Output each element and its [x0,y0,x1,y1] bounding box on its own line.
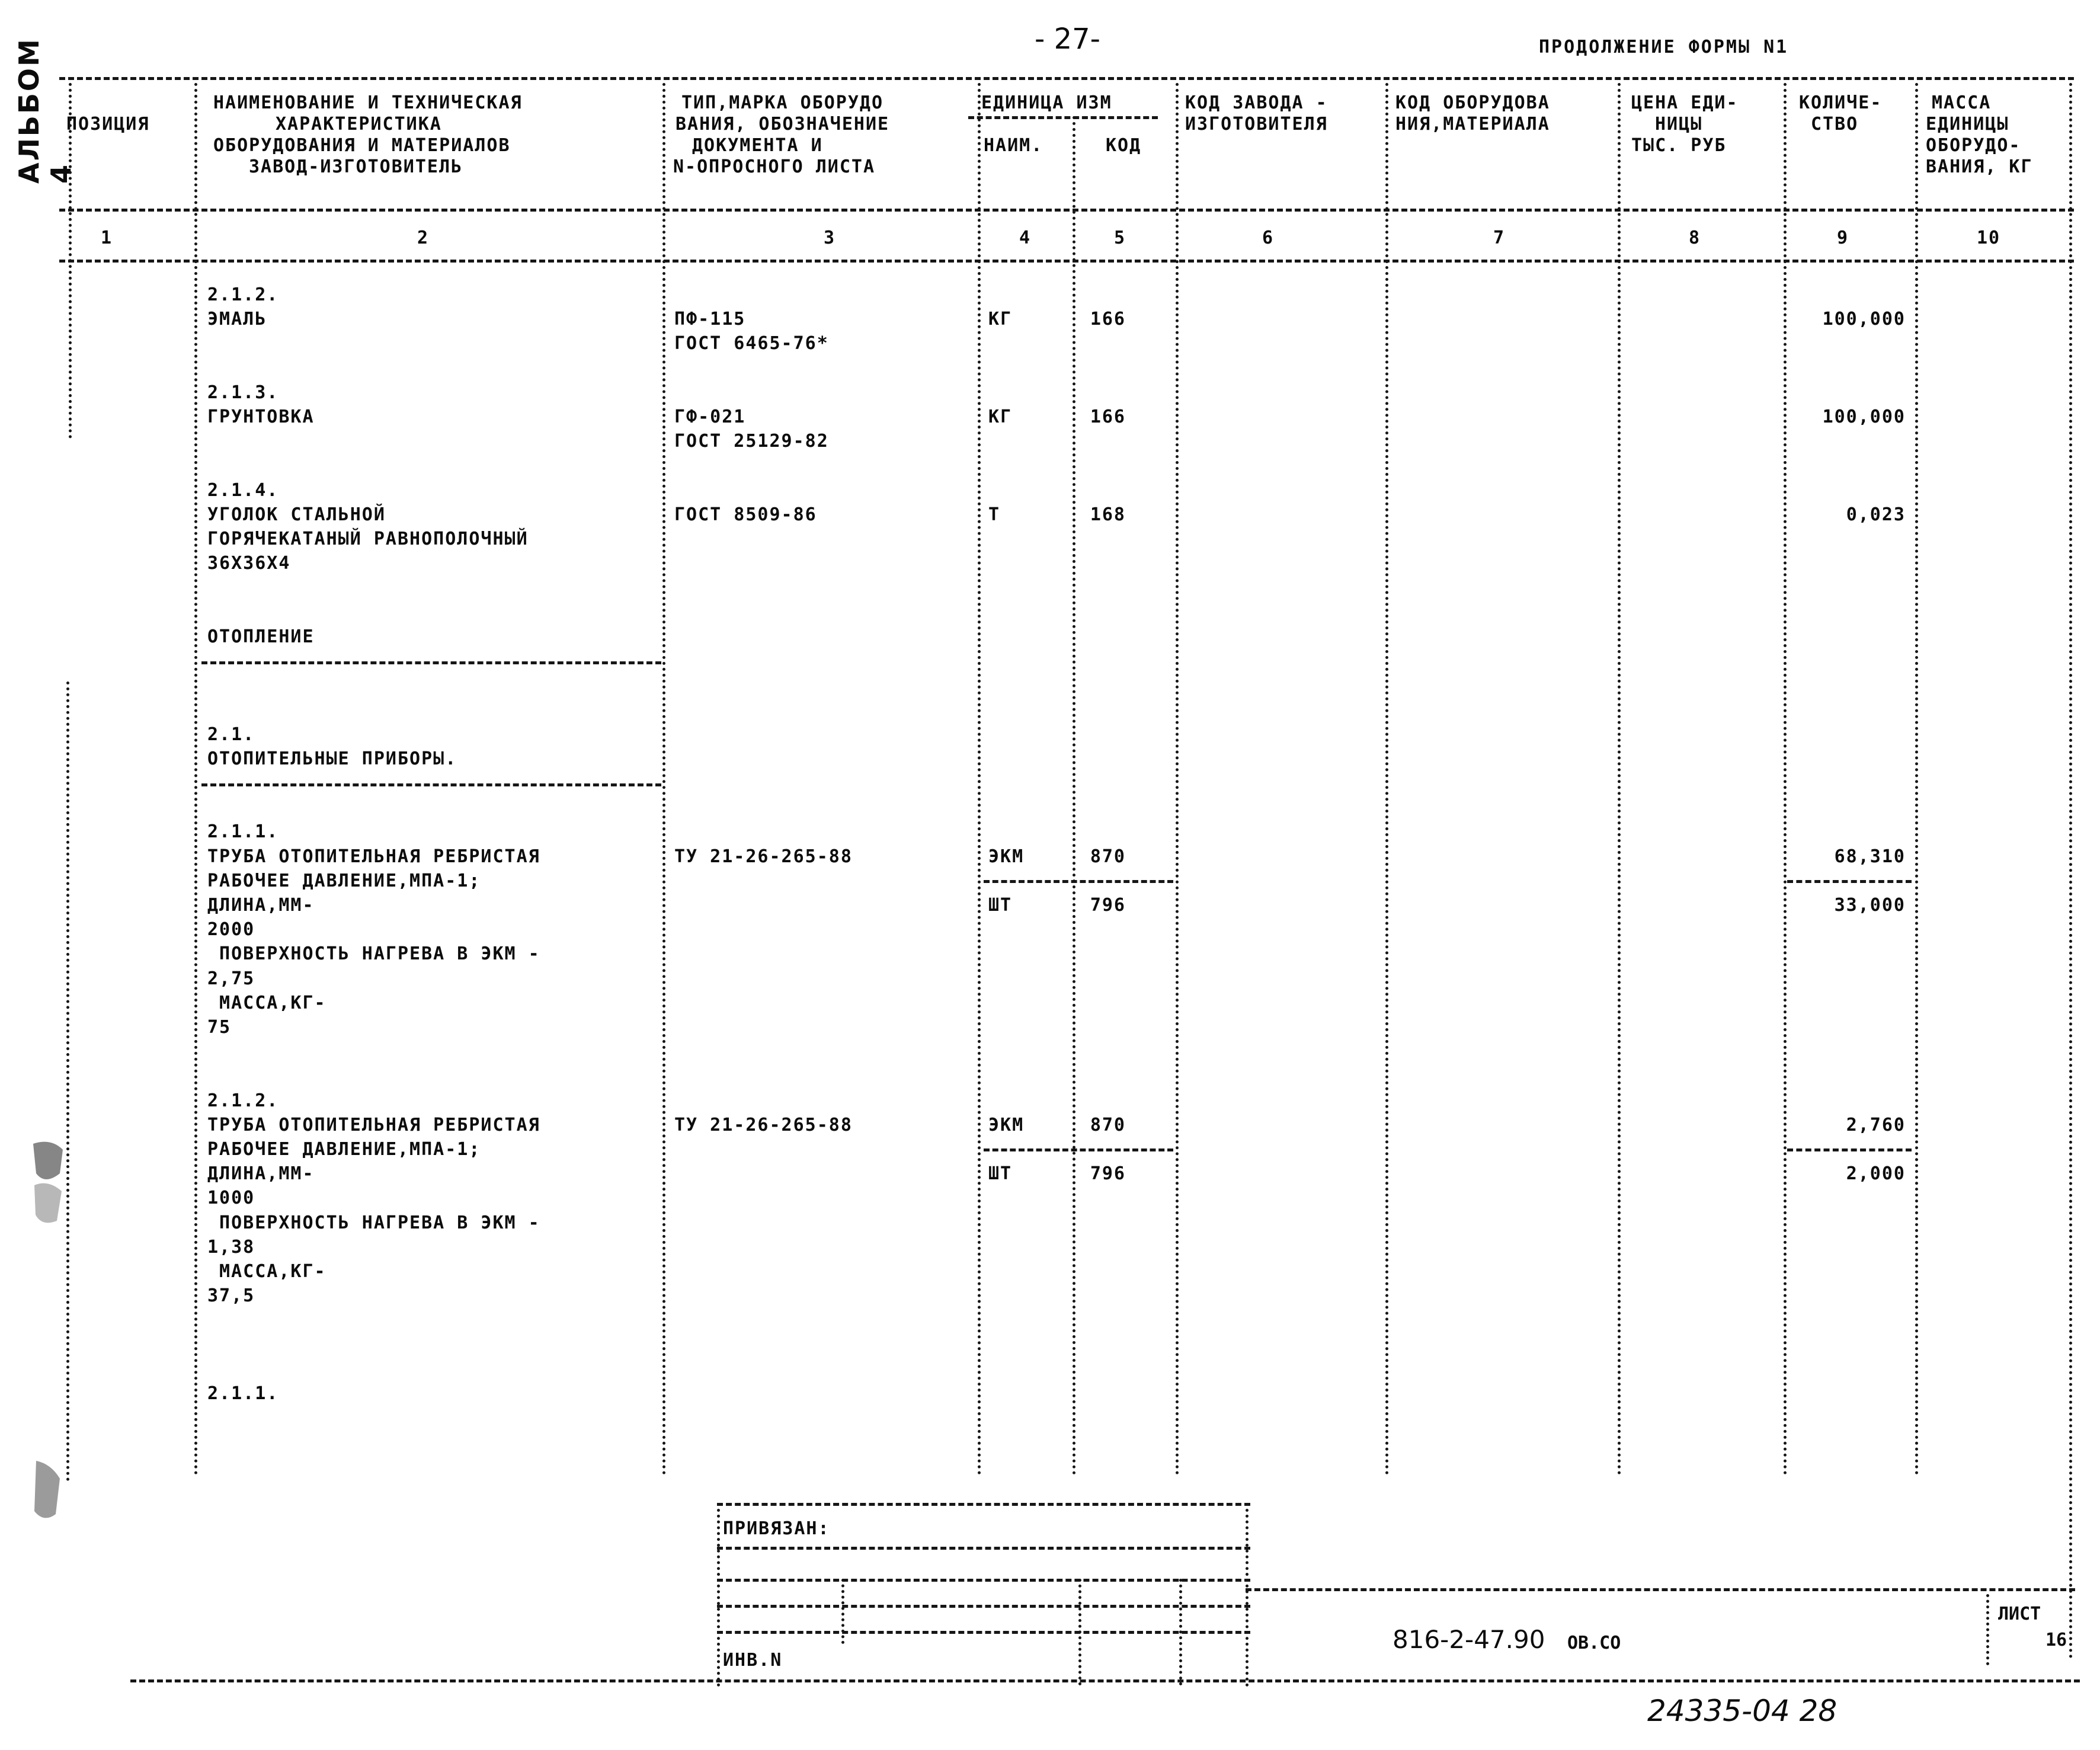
column-divider-9 [1784,83,1787,1476]
column-divider-6 [1176,83,1179,1476]
column-number-8: 8 [1689,228,1701,248]
unit-split-rule [984,880,1173,883]
cell-c2: ОТОПЛЕНИЕ [207,626,315,647]
header-mass-line1: МАССА [1932,92,1992,113]
header-name-line3: ОБОРУДОВАНИЯ И МАТЕРИАЛОВ [213,135,511,156]
cell-c2: 2000 [207,919,255,940]
cell-c2: МАССА,КГ- [207,1261,326,1282]
cell-c4: Т [988,504,1001,525]
header-type-line2: ВАНИЯ, ОБОЗНАЧЕНИЕ [676,114,890,135]
header-quantity-line1: КОЛИЧЕ- [1799,92,1883,113]
cell-c2: 36Х36Х4 [207,553,291,574]
column-divider-1 [69,83,72,439]
table-right-border [2069,83,2072,1659]
cell-c2: 2.1. [207,724,255,745]
header-mass-line2: ЕДИНИЦЫ [1926,114,2009,135]
bottom-border [130,1679,2080,1682]
section-underline [201,783,661,786]
cell-c3: ТУ 21-26-265-88 [674,846,853,867]
cell-c3: ГОСТ 8509-86 [674,504,817,525]
cell-c9: 100,000 [1822,309,1906,329]
document-suffix: ОВ.СО [1567,1633,1621,1653]
cell-c5: 166 [1090,309,1126,329]
cell-c3: ПФ-115 [674,309,746,329]
column-number-5: 5 [1114,228,1126,248]
sheet-number: 16 [2045,1630,2067,1650]
column-divider-7 [1385,83,1388,1476]
cell-c5: 870 [1090,1115,1126,1135]
title-block-left-border [717,1509,720,1687]
title-block-rule-4 [717,1631,1250,1634]
cell-c2: МАССА,КГ- [207,993,326,1013]
cell-c2: 37,5 [207,1285,255,1306]
unit-split-rule [984,1148,1173,1151]
column-number-3: 3 [824,228,836,248]
cell-c5: 168 [1090,504,1126,525]
section-underline [201,661,661,664]
column-number-7: 7 [1493,228,1506,248]
document-code: 816-2-47.90 [1392,1625,1545,1654]
cell-c3: ГОСТ 25129-82 [674,431,829,452]
cell-c2: 2.1.1. [207,821,279,842]
cell-c2: 1,38 [207,1237,255,1258]
cell-c5: 166 [1090,407,1126,427]
cell-c2: ОТОПИТЕЛЬНЫЕ ПРИБОРЫ. [207,748,457,769]
cell-c2: ПОВЕРХНОСТЬ НАГРЕВА В ЭКМ - [207,943,540,964]
header-equipment-code-line1: КОД ОБОРУДОВА [1395,92,1550,113]
cell-c2: ДЛИНА,ММ- [207,895,315,916]
cell-c2: 2.1.3. [207,382,279,403]
column-number-1: 1 [101,228,113,248]
cell-c3: ГОСТ 6465-76* [674,333,829,354]
cell-c4: ЭКМ [988,846,1025,867]
cell-c2: ТРУБА ОТОПИТЕЛЬНАЯ РЕБРИСТАЯ [207,1115,540,1135]
cell-c9: 2,760 [1846,1115,1906,1135]
column-number-2: 2 [417,228,430,248]
cell-c4: КГ [988,309,1013,329]
header-name-line4: ЗАВОД-ИЗГОТОВИТЕЛЬ [249,156,463,177]
table-top-border [59,77,2074,80]
album-label: АЛЬБОМ 4 [13,37,77,184]
header-position: ПОЗИЦИЯ [66,114,150,135]
column-divider-8 [1618,83,1621,1476]
privyazan-label: ПРИВЯЗАН: [723,1518,830,1539]
quantity-split-rule [1787,1148,1912,1151]
archive-number: 24335-04 28 [1647,1694,1837,1728]
cell-c2: 2,75 [207,968,255,989]
column-number-9: 9 [1837,228,1849,248]
column-divider-10 [1915,83,1918,1476]
cell-c2: РАБОЧЕЕ ДАВЛЕНИЕ,МПА-1; [207,1139,481,1160]
cell-c2: 2.1.2. [207,1090,279,1111]
title-block-cell-divider-3 [1179,1579,1182,1685]
cell-c9: 68,310 [1834,846,1906,867]
cell-c2: ГОРЯЧЕКАТАНЫЙ РАВНОПОЛОЧНЫЙ [207,529,529,549]
cell-c2: ПОВЕРХНОСТЬ НАГРЕВА В ЭКМ - [207,1212,540,1233]
cell-c3: ГФ-021 [674,407,746,427]
document-cell-top-border [1246,1588,2075,1591]
inventory-label: ИНВ.N [723,1650,783,1671]
margin-stamp-smudge-icon [27,1458,69,1547]
sheet-cell-divider [1986,1594,1989,1665]
quantity-split-rule [1787,880,1912,883]
cell-c9: 100,000 [1822,407,1906,427]
header-mass-line4: ВАНИЯ, КГ [1926,156,2033,177]
column-divider-5 [1073,116,1075,1476]
unit-subheader-divider [968,116,1158,119]
cell-c2: РАБОЧЕЕ ДАВЛЕНИЕ,МПА-1; [207,871,481,891]
cell-c2: ГРУНТОВКА [207,407,315,427]
cell-c5: 796 [1090,895,1126,916]
header-unit-code: КОД [1106,135,1142,156]
header-unit-name: НАИМ. [984,135,1043,156]
cell-c4: КГ [988,407,1013,427]
margin-stamp-smudge-icon [27,1138,69,1227]
cell-c9: 0,023 [1846,504,1906,525]
cell-c2: 2.1.1. [207,1383,279,1404]
header-mass-line3: ОБОРУДО- [1926,135,2021,156]
title-block-rule-3 [717,1605,1250,1608]
header-type-line4: N-ОПРОСНОГО ЛИСТА [673,156,876,177]
header-price-line2: НИЦЫ [1655,114,1703,135]
cell-c9: 2,000 [1846,1163,1906,1184]
cell-c9: 33,000 [1834,895,1906,916]
header-quantity-line2: СТВО [1811,114,1859,135]
column-divider-2 [194,83,197,1476]
cell-c4: ШТ [988,895,1013,916]
header-price-line1: ЦЕНА ЕДИ- [1631,92,1739,113]
cell-c4: ЭКМ [988,1115,1025,1135]
column-numbers-bottom-border [59,260,2074,263]
header-name-line1: НАИМЕНОВАНИЕ И ТЕХНИЧЕСКАЯ [213,92,523,113]
header-type-line1: ТИП,МАРКА ОБОРУДО [681,92,884,113]
header-factory-code-line2: ИЗГОТОВИТЕЛЯ [1185,114,1328,135]
cell-c5: 796 [1090,1163,1126,1184]
cell-c2: 1000 [207,1188,255,1208]
column-divider-4 [978,83,981,1476]
column-divider-3 [662,83,665,1476]
header-factory-code-line1: КОД ЗАВОДА - [1185,92,1328,113]
sheet-label: ЛИСТ [1998,1604,2041,1624]
column-number-6: 6 [1262,228,1275,248]
header-type-line3: ДОКУМЕНТА И [692,135,823,156]
header-name-line2: ХАРАКТЕРИСТИКА [276,114,442,135]
header-unit: ЕДИНИЦА ИЗМ [981,92,1112,113]
continuation-title: ПРОДОЛЖЕНИЕ ФОРМЫ N1 [1539,37,1789,57]
title-block-top-border [717,1503,1250,1506]
left-margin-dots [66,682,69,1482]
title-block-right-border [1246,1509,1249,1687]
header-price-line3: ТЫС. РУБ [1631,135,1727,156]
cell-c2: 75 [207,1017,232,1038]
page-number: - 27- [1035,23,1100,56]
cell-c2: УГОЛОК СТАЛЬНОЙ [207,504,386,525]
cell-c3: ТУ 21-26-265-88 [674,1115,853,1135]
title-block-rule-1 [717,1547,1250,1550]
header-bottom-border [59,209,2074,212]
cell-c2: ЭМАЛЬ [207,309,267,329]
cell-c2: 2.1.4. [207,480,279,501]
title-block-rule-2 [717,1579,1250,1582]
header-equipment-code-line2: НИЯ,МАТЕРИАЛА [1395,114,1550,135]
column-number-10: 10 [1977,228,2001,248]
column-number-4: 4 [1019,228,1032,248]
cell-c2: ТРУБА ОТОПИТЕЛЬНАЯ РЕБРИСТАЯ [207,846,540,867]
cell-c2: ДЛИНА,ММ- [207,1163,315,1184]
cell-c4: ШТ [988,1163,1013,1184]
cell-c2: 2.1.2. [207,284,279,305]
title-block-cell-divider-1 [841,1579,844,1644]
cell-c5: 870 [1090,846,1126,867]
title-block-cell-divider-2 [1078,1579,1081,1685]
